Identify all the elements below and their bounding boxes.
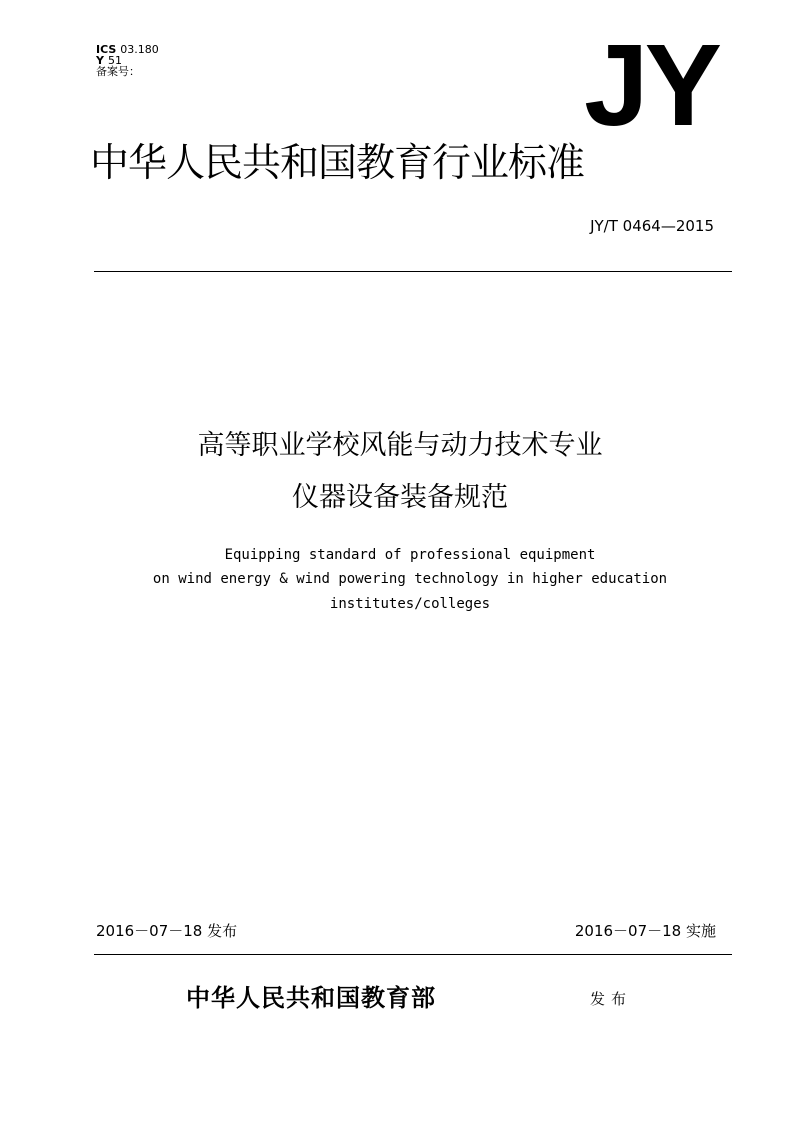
y-value: 51 xyxy=(107,54,122,67)
title-en-line1: Equipping standard of professional equipment xyxy=(224,547,596,563)
ics-code xyxy=(96,44,159,55)
standard-category: 中华人民共和国教育行业标准 xyxy=(90,141,585,186)
title-cn-line1: 高等职业学校风能与动力技术专业 xyxy=(197,430,603,461)
implement-date: 2016－07－18 实施 xyxy=(574,922,716,940)
ics-label: ICS xyxy=(96,43,117,56)
bottom-divider xyxy=(94,954,732,955)
title-en-line3: institutes/colleges xyxy=(329,596,491,612)
publish-date: 2016－07－18 发布 xyxy=(96,922,238,940)
y-label: Y xyxy=(96,54,104,67)
top-divider xyxy=(94,271,732,272)
filing-number: 备案号： xyxy=(96,65,140,78)
issuer: 中华人民共和国教育部 xyxy=(186,983,436,1012)
ics-value: 03.180 xyxy=(120,43,159,56)
issue-label: 发布 xyxy=(590,990,633,1008)
standard-number: JY/T 0464—2015 xyxy=(590,217,714,235)
title-en-line2: on wind energy & wind powering technology in higher education xyxy=(152,571,668,587)
title-cn-line2: 仪器设备装备规范 xyxy=(292,482,508,513)
jy-logo: JY xyxy=(584,20,718,150)
